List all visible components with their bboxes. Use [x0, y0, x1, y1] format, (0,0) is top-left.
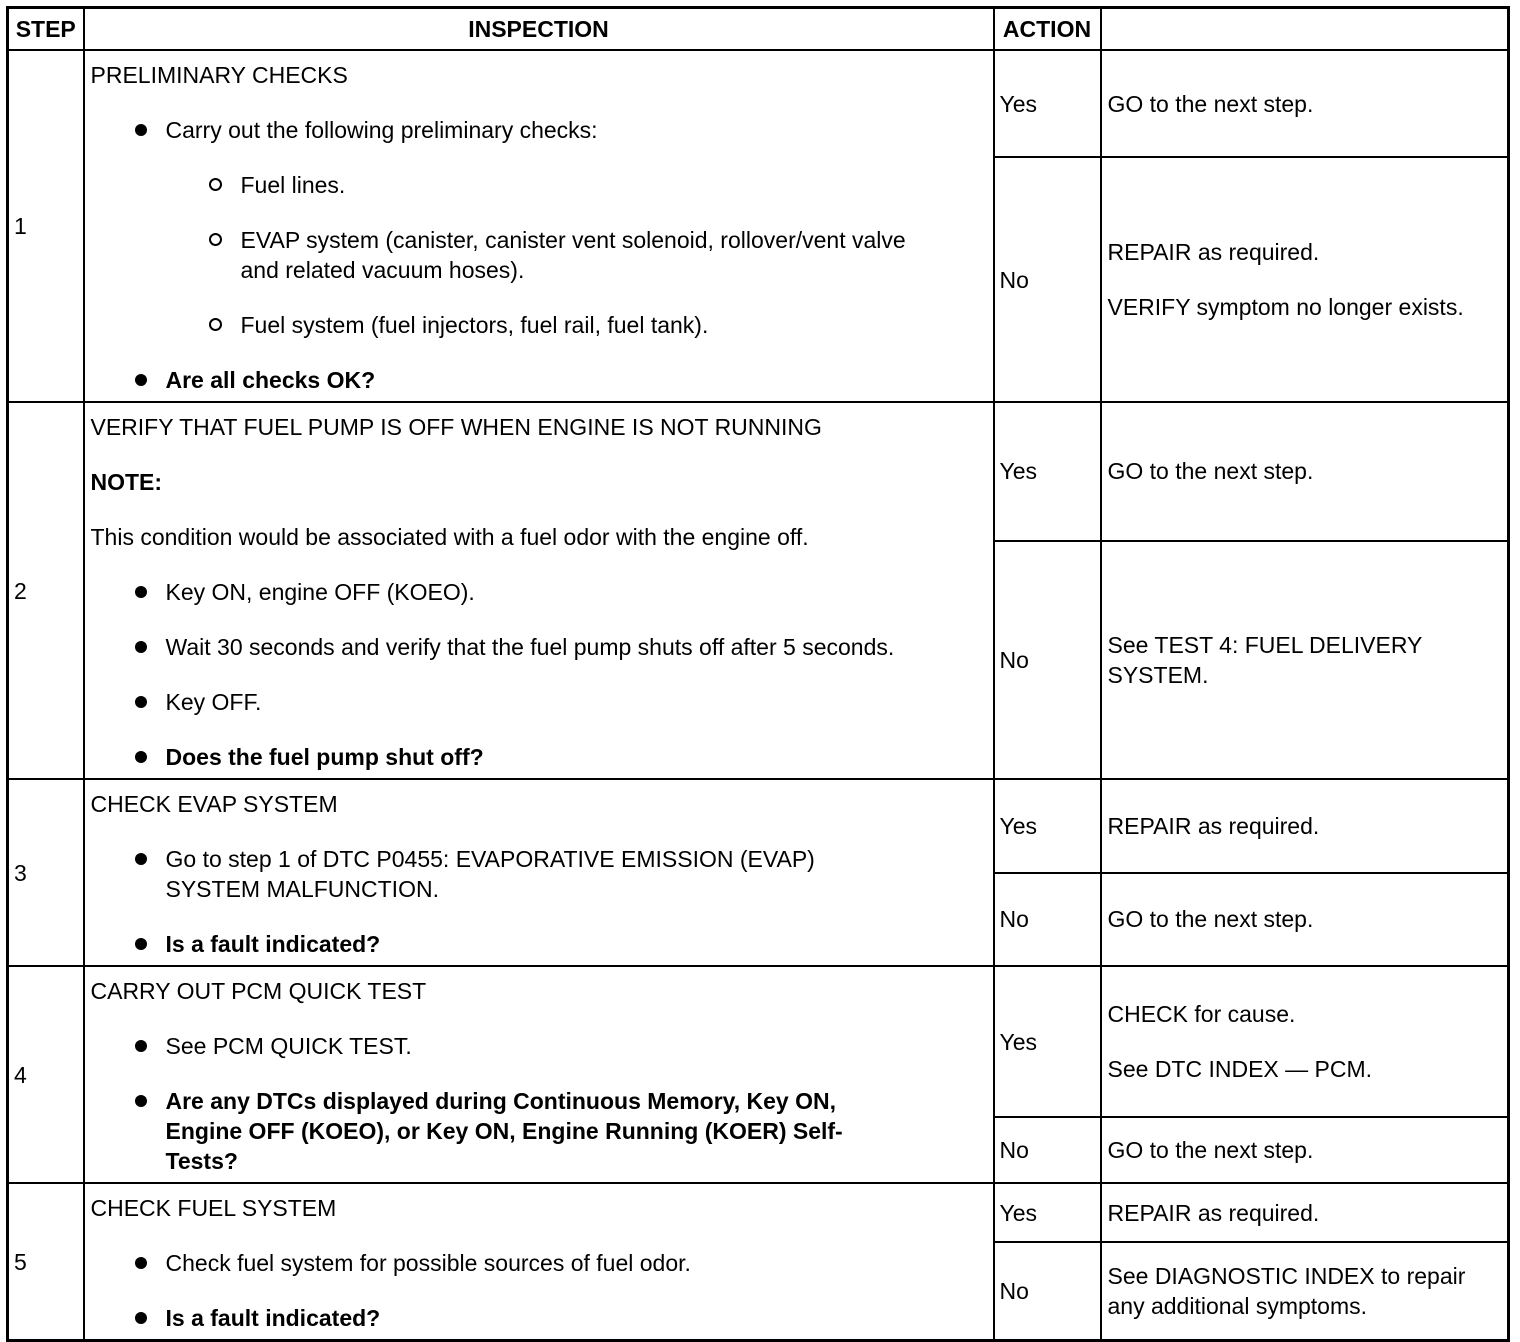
- question-bullet: Is a fault indicated?: [91, 929, 987, 959]
- result-no: See DIAGNOSTIC INDEX to repair any additional symptoms.: [1101, 1242, 1509, 1340]
- sub-bullet-item: Fuel system (fuel injectors, fuel rail, fuel tank).: [91, 310, 987, 340]
- step-5-inspection: [84, 1183, 994, 1341]
- step-5-yes-row: [8, 1183, 1509, 1242]
- header-row: [8, 8, 1509, 51]
- result-yes: GO to the next step.: [1101, 402, 1509, 541]
- step-number: 1: [8, 50, 84, 402]
- step-title: VERIFY THAT FUEL PUMP IS OFF WHEN ENGINE IS NOT RUNNING: [90, 414, 822, 440]
- bullet-item: See PCM QUICK TEST.: [91, 1031, 987, 1061]
- bullet-item: Check fuel system for possible sources of fuel odor.: [91, 1248, 987, 1278]
- note-label: NOTE:: [90, 469, 163, 495]
- step-3-inspection: [84, 779, 994, 966]
- step-title: CHECK EVAP SYSTEM: [90, 791, 338, 817]
- header-result: [1101, 8, 1509, 51]
- step-number: 5: [8, 1183, 84, 1341]
- question-bullet: Are all checks OK?: [91, 365, 987, 395]
- action-yes: Yes: [994, 779, 1101, 873]
- step-4-yes-row: [8, 966, 1509, 1117]
- step-1-inspection: [84, 50, 994, 402]
- bullet-item: Key OFF.: [91, 687, 987, 717]
- step-title: CHECK FUEL SYSTEM: [90, 1195, 337, 1221]
- note-text: This condition would be associated with a fuel odor with the engine off.: [90, 524, 809, 550]
- result-line: See DTC INDEX — PCM.: [1107, 1056, 1373, 1083]
- question-bullet: Is a fault indicated?: [91, 1303, 987, 1333]
- result-no: See TEST 4: FUEL DELIVERY SYSTEM.: [1101, 541, 1509, 779]
- step-1-yes-row: [8, 50, 1509, 157]
- result-yes: REPAIR as required.: [1101, 779, 1509, 873]
- result-line: REPAIR as required.: [1107, 239, 1320, 266]
- diagnostic-table: [6, 6, 1510, 1342]
- step-number: 4: [8, 966, 84, 1183]
- result-line: CHECK for cause.: [1107, 1001, 1296, 1028]
- bullet-item: Carry out the following preliminary checks:: [91, 115, 987, 145]
- action-no: No: [994, 873, 1101, 967]
- action-no: No: [994, 1117, 1101, 1183]
- header-step: STEP: [8, 8, 84, 51]
- step-3-yes-row: [8, 779, 1509, 873]
- result-no: [1101, 157, 1509, 402]
- sub-bullet-item: EVAP system (canister, canister vent solenoid, rollover/vent valve and related vacuum hoses).: [91, 225, 987, 285]
- step-number: 2: [8, 402, 84, 779]
- step-number: 3: [8, 779, 84, 966]
- action-no: No: [994, 1242, 1101, 1340]
- step-4-inspection: [84, 966, 994, 1183]
- result-line: VERIFY symptom no longer exists.: [1107, 294, 1464, 321]
- step-title: CARRY OUT PCM QUICK TEST: [90, 978, 427, 1004]
- bullet-item: Key ON, engine OFF (KOEO).: [91, 577, 987, 607]
- result-yes: GO to the next step.: [1101, 50, 1509, 157]
- sub-bullet-item: Fuel lines.: [91, 170, 987, 200]
- header-action: ACTION: [994, 8, 1101, 51]
- action-yes: Yes: [994, 402, 1101, 541]
- action-yes: Yes: [994, 1183, 1101, 1242]
- action-no: No: [994, 157, 1101, 402]
- result-no: GO to the next step.: [1101, 1117, 1509, 1183]
- result-yes: REPAIR as required.: [1101, 1183, 1509, 1242]
- bullet-item: Wait 30 seconds and verify that the fuel pump shuts off after 5 seconds.: [91, 632, 987, 662]
- result-no: GO to the next step.: [1101, 873, 1509, 967]
- result-yes: [1101, 966, 1509, 1117]
- bullet-item: Go to step 1 of DTC P0455: EVAPORATIVE EMISSION (EVAP) SYSTEM MALFUNCTION.: [91, 844, 987, 904]
- question-bullet: Are any DTCs displayed during Continuous Memory, Key ON, Engine OFF (KOEO), or Key ON, Engine Running (KOER) Self-Tests?: [91, 1086, 987, 1176]
- action-no: No: [994, 541, 1101, 779]
- header-inspection: INSPECTION: [84, 8, 994, 51]
- step-2-yes-row: [8, 402, 1509, 541]
- action-yes: Yes: [994, 50, 1101, 157]
- action-yes: Yes: [994, 966, 1101, 1117]
- step-2-inspection: [84, 402, 994, 779]
- step-title: PRELIMINARY CHECKS: [90, 62, 348, 88]
- question-bullet: Does the fuel pump shut off?: [91, 742, 987, 772]
